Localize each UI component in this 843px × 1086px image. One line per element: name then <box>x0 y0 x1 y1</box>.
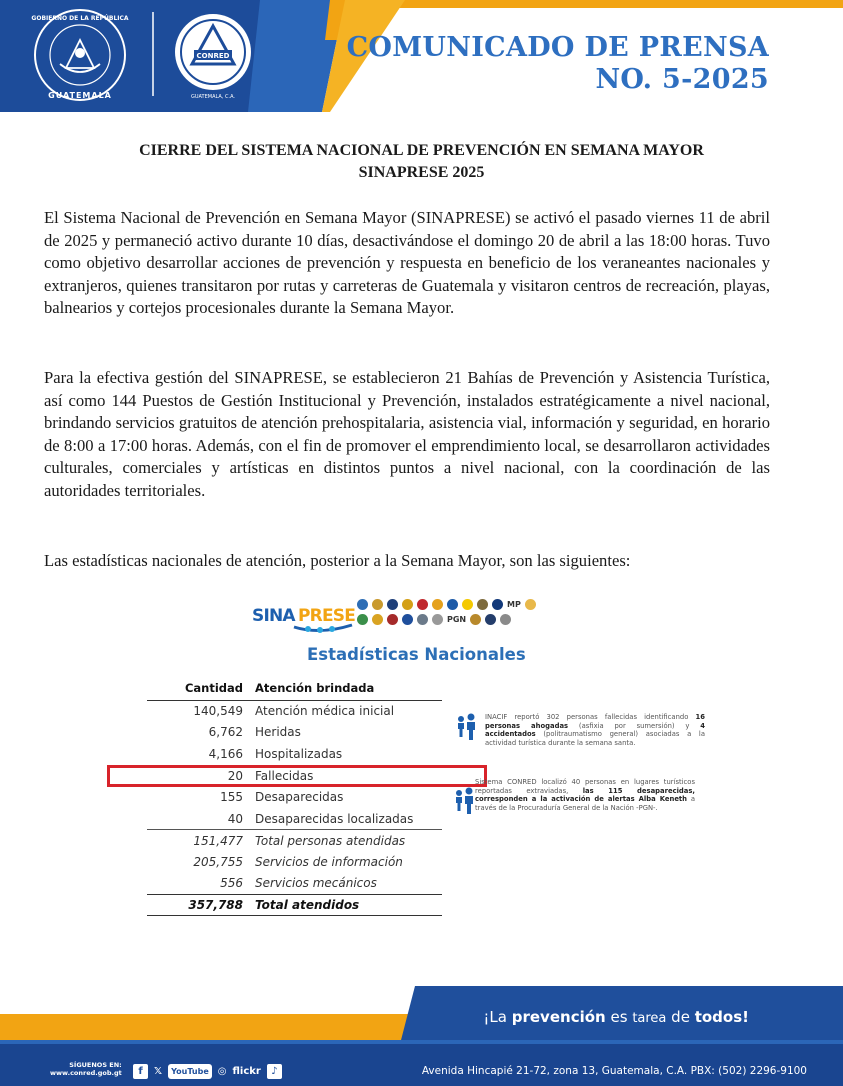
subtotal-row <box>147 851 442 873</box>
document-title-line2: SINAPRESE 2025 <box>358 164 485 181</box>
row-quantity: 20 <box>227 768 243 783</box>
press-release-title <box>347 32 769 96</box>
conred-missing-note <box>475 778 695 812</box>
row-label: Servicios mecánicos <box>255 876 377 891</box>
subtotal-row <box>147 873 442 895</box>
header-divider <box>152 12 154 96</box>
statistics-table <box>147 679 442 916</box>
note2-text-post: a través de la Procuraduría General de la Nación -PGN-. <box>475 795 695 812</box>
youtube-icon[interactable]: YouTube <box>168 1064 212 1079</box>
row-label: Hospitalizadas <box>255 746 343 761</box>
person-info-icon <box>455 713 483 741</box>
svg-text:GOBIERNO DE LA REPÚBLICA: GOBIERNO DE LA REPÚBLICA <box>31 15 129 22</box>
sinaprese-logo <box>250 595 360 635</box>
fallecidas-highlight-box <box>107 765 487 787</box>
subtotal-row <box>147 830 442 852</box>
x-twitter-icon[interactable]: 𝕏 <box>154 1066 163 1077</box>
slogan-word-todos: todos <box>694 1008 743 1026</box>
row-label: Servicios de información <box>255 854 403 869</box>
mp-logo: MP <box>507 600 521 609</box>
table-row <box>147 808 442 830</box>
pgn-logo: PGN <box>447 615 467 624</box>
table-row <box>147 743 442 765</box>
note2-text-pre: Sistema CONRED localizó 40 personas en lugares turísticos reportadas extraviadas, <box>475 778 695 795</box>
instagram-icon[interactable]: ◎ <box>217 1066 227 1077</box>
svg-text:CONRED: CONRED <box>196 52 230 60</box>
row-label: Desaparecidas localizadas <box>255 811 414 826</box>
column-header-quantity: Cantidad <box>184 681 243 696</box>
footer-address: Avenida Hincapié 21-72, zona 13, Guatemala, C.A. PBX: (502) 2296-9100 <box>421 1065 807 1077</box>
slogan-word-es: es <box>605 1008 633 1026</box>
document-title <box>40 140 803 184</box>
row-label: Atención médica inicial <box>255 704 395 719</box>
row-quantity: 556 <box>220 876 243 891</box>
document-title-line1: CIERRE DEL SISTEMA NACIONAL DE PREVENCIÓN EN SEMANA MAYOR <box>139 142 704 159</box>
row-label: Heridas <box>255 725 301 740</box>
inacif-note <box>485 713 705 747</box>
partner-institution-logos <box>357 599 536 629</box>
table-row <box>147 722 442 744</box>
slogan-word-de: de <box>666 1008 695 1026</box>
statistics-heading: Estadísticas Nacionales <box>307 645 526 664</box>
note1-text-pre: INACIF reportó 302 personas fallecidas identificando <box>485 713 696 721</box>
row-quantity: 205,755 <box>193 854 243 869</box>
grand-total-row <box>147 894 442 916</box>
tiktok-icon[interactable]: ♪ <box>267 1064 282 1079</box>
svg-text:GUATEMALA: GUATEMALA <box>48 91 112 100</box>
total-quantity: 357,788 <box>188 898 243 913</box>
conred-logo <box>168 6 258 104</box>
paragraph-1: El Sistema Nacional de Prevención en Semana Mayor (SINAPRESE) se activó el pasado viernes 11 de abril de 2025 y permaneció activo durante 10 días, desactivándose el domingo 20 de abril a las 18:00 horas. Tuvo como objetivo desarrollar acciones de prevención y respuesta en beneficio de los veraneantes nacionales y extranjeros, quienes transitaron por rutas y carreteras de Guatemala y visitaron centros de recreación, playas, balnearios y cortejos procesionales durante la Semana Mayor. <box>44 208 770 318</box>
press-number: NO. 5-2025 <box>595 64 769 95</box>
table-row <box>147 700 442 722</box>
slogan-close: ! <box>742 1008 749 1026</box>
row-quantity: 155 <box>220 790 243 805</box>
flickr-icon[interactable]: flickr <box>232 1066 261 1077</box>
paragraph-2: Para la efectiva gestión del SINAPRESE, se establecieron 21 Bahías de Prevención y Asistencia Turística, así como 144 Puestos de Gestión Institucional y Prevención, instalados estratégicamente a nivel nacional, brindando servicios gratuitos de atención prehospitalaria, asistencia vial, información y seguridad, en horario de 8:00 a 17:00 horas. Además, con el fin de promover el emprendimiento local, se desarrollaron actividades culturales, comerciales y artísticas en distintos puntos a nivel nacional, con la coordinación de las autoridades territoriales. <box>44 368 770 500</box>
prevention-slogan <box>483 1008 749 1026</box>
svg-text:SINA: SINA <box>252 606 295 626</box>
national-statistics-figure <box>105 595 705 930</box>
slogan-open: ¡La <box>483 1008 512 1026</box>
follow-label-line1: SÍGUENOS EN: <box>69 1061 122 1069</box>
row-quantity: 151,477 <box>193 833 243 848</box>
svg-text:PRESE: PRESE <box>298 606 356 626</box>
note2-bold-alba-keneth: las 115 desaparecidas, corresponden a la activación de alertas Alba Keneth <box>475 786 696 804</box>
slogan-word-tarea: tarea <box>632 1011 667 1026</box>
row-quantity: 4,166 <box>208 746 243 761</box>
website-link[interactable]: www.conred.gob.gt <box>50 1069 122 1077</box>
table-row <box>147 786 442 808</box>
column-header-service: Atención brindada <box>255 681 375 696</box>
slogan-word-prevencion: prevención <box>511 1008 606 1026</box>
press-header <box>0 0 843 112</box>
row-quantity: 140,549 <box>193 704 243 719</box>
guatemala-seal-logo <box>28 6 132 104</box>
row-label: Total personas atendidas <box>255 833 406 848</box>
svg-text:GUATEMALA, C.A.: GUATEMALA, C.A. <box>190 94 236 100</box>
paragraph-3: Las estadísticas nacionales de atención, posterior a la Semana Mayor, son las siguientes: <box>44 551 631 570</box>
row-quantity: 6,762 <box>208 725 243 740</box>
facebook-icon[interactable]: f <box>133 1064 148 1079</box>
table-header-row <box>147 679 442 700</box>
row-label: Desaparecidas <box>255 790 344 805</box>
note1-bold-accidents: 4 accidentados <box>485 721 705 739</box>
row-label: Fallecidas <box>255 768 314 783</box>
row-quantity: 40 <box>227 811 243 826</box>
social-media-links <box>133 1064 282 1079</box>
note1-text-post: (politraumatismo general) asociadas a la actividad turística durante la semana santa. <box>485 730 705 747</box>
total-label: Total atendidos <box>255 898 360 913</box>
press-footer <box>0 986 843 1086</box>
press-title-line1: COMUNICADO DE PRENSA <box>346 32 769 63</box>
note1-text-mid: (asfixia por sumersión) y <box>568 721 701 730</box>
note1-bold-drowned: 16 personas ahogadas <box>485 713 705 730</box>
follow-us-label <box>50 1061 122 1077</box>
